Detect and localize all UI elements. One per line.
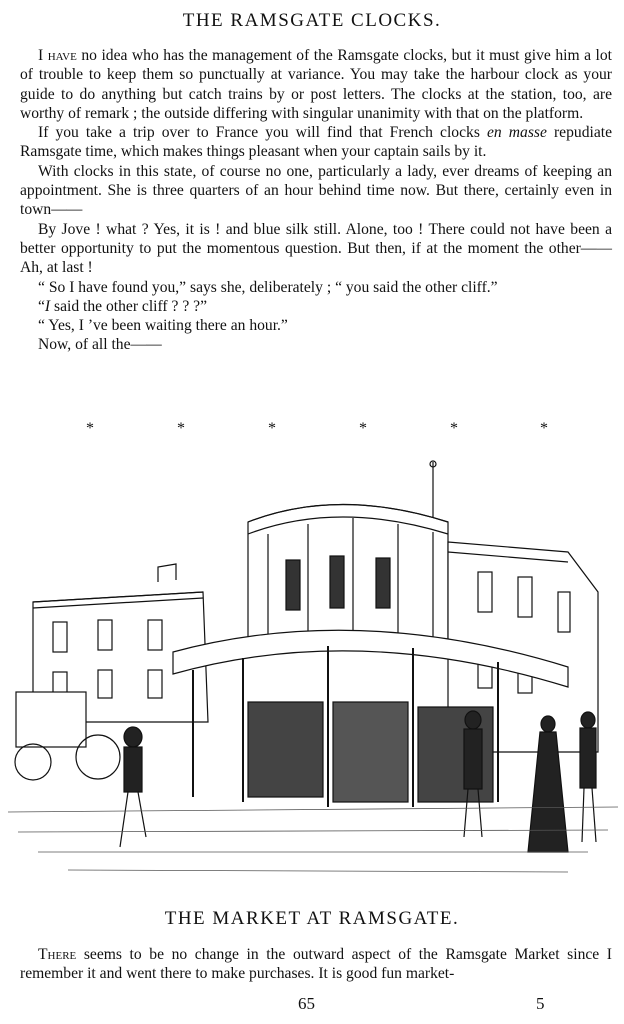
signature-mark: 5	[536, 994, 545, 1013]
paragraph-text: repudiate Ramsgate time, which makes things pleasant when your captain sails by it.	[20, 124, 612, 161]
star-divider: *	[268, 420, 276, 437]
rotunda-building	[248, 461, 448, 642]
paragraph: Now, of all the——	[38, 336, 162, 354]
paragraph	[20, 297, 612, 316]
star-divider: *	[177, 420, 185, 437]
paragraph-text: said the other cliff ? ? ?”	[50, 297, 207, 315]
article-body	[20, 46, 612, 355]
section-break	[0, 420, 624, 440]
paragraph	[20, 46, 612, 123]
lead-in: I have	[38, 47, 77, 64]
paragraph: With clocks in this state, of course no one, particularly a lady, ever dreams of keeping an appointment. She is three quarters of an hour behind time now. But there, certainly even in town——	[20, 162, 612, 219]
paragraph	[20, 123, 612, 162]
star-divider: *	[86, 420, 94, 437]
paragraph: “ So I have found you,” says she, deliberately ; “ you said the other cliff.”	[38, 278, 498, 296]
paragraph-text: no idea who has the management of the Ramsgate clocks, but it must give him a lot of trouble to keep them so punctually at variance. You may take the harbour clock as your guide to do anything but catch trains by or post letters. The clocks at the station, too, are worthy of remark ; the outside differing with singular unanimity with that on the platform.	[20, 47, 613, 122]
illustration-caption: THE MARKET AT RAMSGATE.	[164, 908, 460, 929]
lead-in: There	[38, 946, 77, 963]
paragraph-text: seems to be no change in the outward aspect of the Ramsgate Market since I remember it and went there to make purchases. It is good fun market-	[20, 946, 612, 983]
star-divider: *	[540, 420, 548, 437]
ground-hatching	[8, 807, 618, 872]
market-section-text	[20, 945, 612, 984]
paragraph-text: “	[38, 297, 45, 315]
paragraph: By Jove ! what ? Yes, it is ! and blue silk still. Alone, too ! There could not have been a better opportunity to put the momentous question. But then, if at the moment the other——Ah, at last !	[20, 220, 612, 277]
italic-phrase: en masse	[486, 124, 547, 142]
paragraph: “ Yes, I ’ve been waiting there an hour.”	[38, 317, 288, 335]
page-number: 65	[298, 994, 315, 1013]
page-title: THE RAMSGATE CLOCKS.	[182, 10, 442, 31]
paragraph	[20, 945, 612, 984]
market-illustration	[8, 452, 618, 892]
italic-phrase: I	[44, 297, 51, 315]
star-divider: *	[359, 420, 367, 437]
paragraph-text: If you take a trip over to France you will find that French clocks	[38, 124, 487, 142]
star-divider: *	[450, 420, 458, 437]
